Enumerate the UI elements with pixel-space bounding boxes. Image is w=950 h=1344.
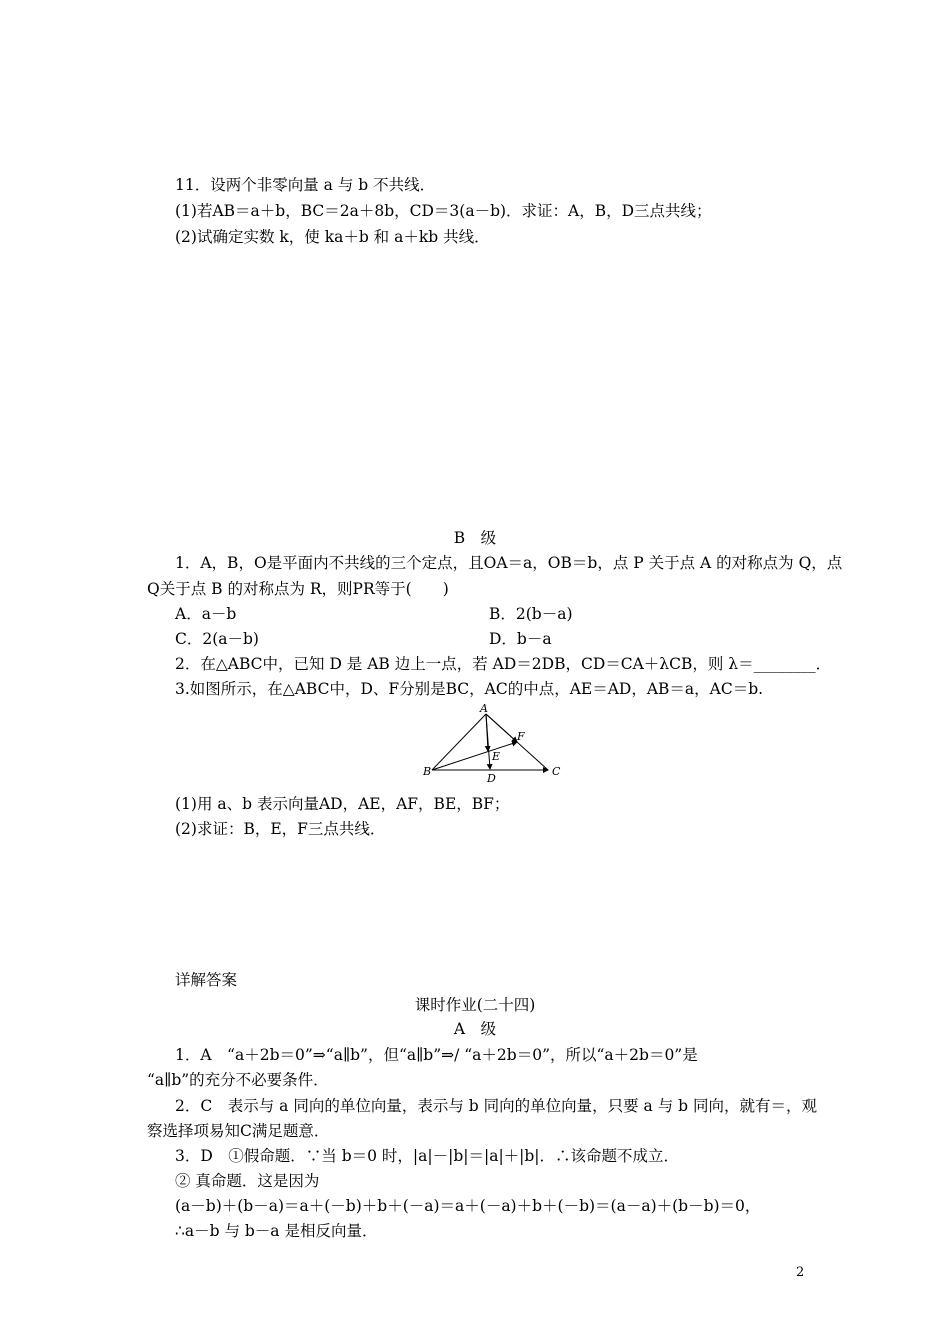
answers-level: A 级 [453, 1020, 497, 1038]
answer-3-line1: 3．D ①假命题．∵当 b＝0 时，|a|－|b|＝|a|＋|b|．∴该命题不成立． [175, 1147, 680, 1165]
answer-3-line4: ∴a－b 与 b－a 是相反向量． [175, 1222, 378, 1240]
label-c: C [552, 765, 561, 778]
segment-bf [432, 742, 517, 770]
b-question-2: 2．在△ABC中，已知 D 是 AB 边上一点，若 AD＝2DB，CD＝CA＋λCB，则 λ＝________． [175, 655, 832, 673]
triangle-figure [420, 702, 570, 784]
page-number: 2 [796, 1265, 805, 1280]
label-a: A [480, 702, 488, 715]
problem-11-stem: 11．设两个非零向量 a 与 b 不共线． [175, 176, 436, 194]
answer-2-line1: 2．C 表示与 a 同向的单位向量，表示与 b 同向的单位向量，只要 a 与 b 同向，就有＝，观 [175, 1097, 817, 1115]
option-d: D．b－a [489, 630, 552, 648]
answers-title: 详解答案 [175, 971, 238, 989]
b-question-1-line2: Q关于点 B 的对称点为 R，则PR等于( ) [147, 580, 449, 598]
option-c: C．2(a－b) [175, 630, 259, 648]
problem-11-part1: (1)若AB＝a＋b，BC＝2a＋8b，CD＝3(a－b)．求证：A，B，D三点共线； [175, 202, 712, 220]
answers-subtitle: 课时作业(二十四) [414, 996, 536, 1014]
level-b-heading: B 级 [453, 529, 497, 547]
answer-1-line1: 1．A “a＋2b＝0”⇒“a∥b”，但“a∥b”⇒/ “a＋2b＝0”，所以“a＋2b＝0”是 [175, 1046, 698, 1064]
option-a: A．a－b [175, 605, 237, 623]
b-question-1-line1: 1．A，B，O是平面内不共线的三个定点，且OA＝a，OB＝b，点 P 关于点 A 的对称点为 Q，点 [175, 554, 843, 572]
answer-1-line2: “a∥b”的充分不必要条件． [147, 1071, 329, 1089]
option-b: B．2(b－a) [489, 605, 573, 623]
answer-3-line3: (a－b)＋(b－a)＝a＋(－b)＋b＋(－a)＝a＋(－a)＋b＋(－b)＝(a－a)＋(b－b)＝0， [175, 1197, 761, 1215]
answer-2-line2: 察选择项易知C满足题意． [147, 1122, 330, 1140]
label-e: E [492, 750, 501, 763]
label-d: D [487, 772, 496, 784]
b-question-3-part1: (1)用 a、b 表示向量AD，AE，AF，BE，BF； [175, 795, 510, 813]
b-question-3-part2: (2)求证：B，E，F三点共线． [175, 820, 386, 838]
answer-3-line2: ② 真命题．这是因为 [175, 1172, 320, 1190]
b-question-3: 3.如图所示，在△ABC中，D、F分别是BC，AC的中点，AE＝AD，AB＝a，AC＝b. [175, 680, 764, 698]
segment-af [486, 714, 517, 742]
problem-11-part2: (2)试确定实数 k，使 ka＋b 和 a＋kb 共线． [175, 228, 490, 246]
label-b: B [423, 765, 432, 778]
label-f: F [517, 730, 525, 743]
